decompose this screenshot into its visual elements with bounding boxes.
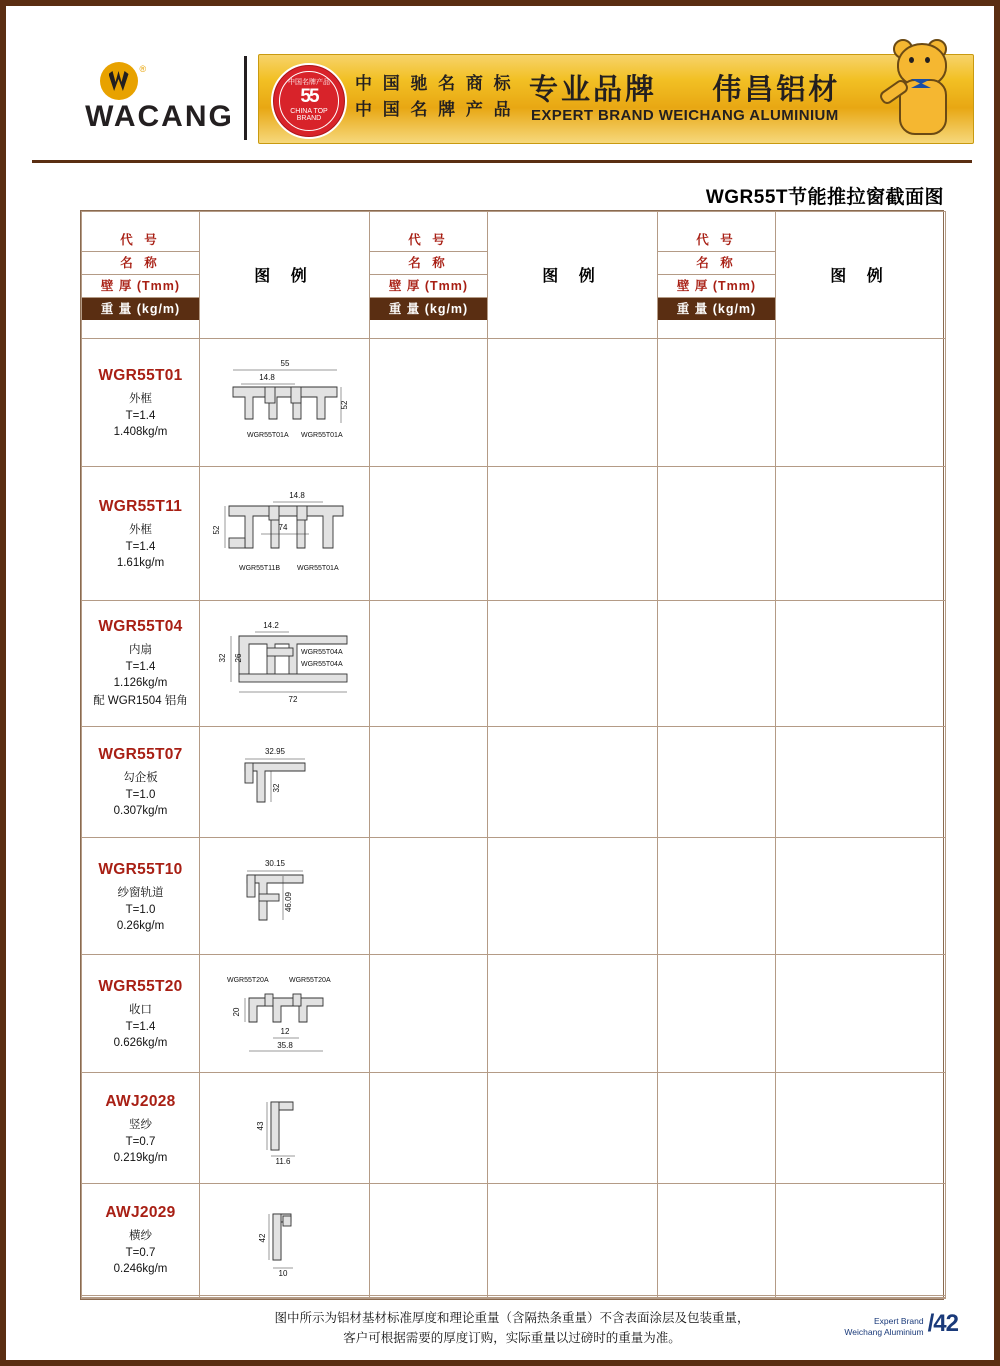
empty-cell: [200, 1297, 370, 1298]
empty-cell: [488, 1184, 658, 1296]
profile-name: 外框: [129, 393, 152, 406]
profile-drawing: [205, 854, 365, 938]
page-inner: [12, 12, 988, 1354]
footnote-line-2: 客户可根据需要的厚度订购，实际重量以过磅时的重量为准。: [343, 1331, 681, 1345]
empty-cell: [488, 726, 658, 838]
profile-drawing: [205, 742, 365, 822]
header-code-label-1: 代 号: [82, 229, 199, 252]
cert-mark-line-2: 中 国 名 牌 产 品: [355, 100, 514, 119]
dim-label: 30.15: [264, 859, 285, 869]
profile-weight: 0.626kg/m: [113, 1037, 168, 1050]
empty-cell: [370, 955, 488, 1072]
empty-cell: [776, 838, 946, 955]
dim-label: 14.2: [262, 621, 279, 631]
empty-cell: [658, 955, 776, 1072]
header-divider: [244, 56, 247, 140]
dim-label: 52: [339, 400, 349, 409]
profile-weight: 1.408kg/m: [113, 426, 168, 439]
empty-cell: [488, 1297, 658, 1298]
header-figure-cell-3: 图 例: [776, 212, 946, 339]
header-thickness-label-2: 壁 厚 (Tmm): [370, 275, 487, 298]
cert-mark-line-1: 中 国 驰 名 商 标: [355, 74, 514, 93]
profile-figure-cell: [200, 1184, 370, 1296]
tiger-mascot-icon: [875, 37, 967, 141]
dim-label: 12: [280, 1026, 289, 1036]
logo-circle-icon: [100, 62, 138, 100]
profile-info-cell: [82, 600, 200, 726]
part-label: WGR55T20A: [226, 976, 269, 984]
dim-label: 32: [271, 783, 281, 793]
seal-center-text: 55: [300, 85, 318, 107]
profile-code: WGR55T11: [98, 498, 183, 516]
footnote: [80, 1308, 944, 1348]
page-number: /42: [927, 1310, 958, 1337]
empty-cell: [370, 467, 488, 601]
profile-extra-note: 配 WGR1504 铝角: [93, 695, 188, 708]
profile-table: [80, 210, 944, 1300]
table-row: [82, 726, 946, 838]
profile-code: AWJ2028: [105, 1092, 176, 1110]
empty-cell: [658, 838, 776, 955]
table-row: [82, 338, 946, 466]
empty-cell: [776, 338, 946, 466]
empty-cell: [658, 338, 776, 466]
header-code-label-2: 代 号: [370, 229, 487, 252]
dim-label: 42: [257, 1233, 267, 1243]
profile-code: WGR55T04: [98, 618, 183, 636]
part-label: WGR55T01A: [296, 564, 339, 572]
header-code-cell-2: [370, 212, 488, 339]
dim-label: 43: [255, 1121, 265, 1131]
empty-cell: [658, 726, 776, 838]
profile-name: 外框: [129, 524, 152, 537]
empty-cell: [488, 955, 658, 1072]
header-name-label-2: 名 称: [370, 252, 487, 275]
empty-cell: [488, 838, 658, 955]
brand-english: EXPERT BRAND WEICHANG ALUMINIUM: [531, 107, 839, 124]
profile-name: 内扇: [129, 644, 152, 657]
profile-info-cell: [82, 338, 200, 466]
empty-cell: [776, 1184, 946, 1296]
table-row: [82, 1297, 946, 1298]
profile-thickness: T=1.0: [125, 903, 156, 916]
empty-cell: [370, 726, 488, 838]
header-figure-cell-2: 图 例: [488, 212, 658, 339]
empty-cell: [776, 467, 946, 601]
profile-name: 横纱: [129, 1230, 152, 1243]
profile-info-cell: [82, 467, 200, 601]
profile-thickness: T=1.4: [125, 410, 156, 423]
profile-code: WGR55T01: [98, 367, 183, 385]
profile-weight: 0.26kg/m: [116, 919, 165, 932]
profile-info-cell: [82, 726, 200, 838]
profile-info-cell: [82, 1184, 200, 1296]
header-weight-label-2: 重 量 (kg/m): [370, 298, 487, 320]
empty-cell: [370, 1072, 488, 1184]
empty-cell: [370, 1184, 488, 1296]
award-seal-icon: [271, 63, 347, 139]
profile-info-cell: [82, 838, 200, 955]
empty-cell: [776, 955, 946, 1072]
empty-cell: [370, 600, 488, 726]
header-thickness-label-3: 壁 厚 (Tmm): [658, 275, 775, 298]
empty-cell: [658, 1297, 776, 1298]
company-logo: [82, 62, 237, 134]
dim-label: 46.09: [283, 892, 293, 913]
profile-name: 纱窗轨道: [117, 886, 164, 899]
seal-top-text: 中国名牌产品: [288, 79, 330, 87]
dim-label: 20: [231, 1007, 241, 1017]
header-rule: [32, 160, 972, 163]
profile-weight: 0.307kg/m: [113, 805, 168, 818]
header-name-label-3: 名 称: [658, 252, 775, 275]
empty-cell: [370, 338, 488, 466]
empty-cell: [488, 600, 658, 726]
footer-en-line-2: Weichang Aluminium: [844, 1327, 924, 1337]
profile-weight: 1.126kg/m: [113, 677, 168, 690]
page-footer: [844, 1310, 958, 1338]
logo-wordmark: WACANG: [85, 100, 234, 133]
table-row: [82, 838, 946, 955]
part-label: WGR55T04A: [300, 661, 343, 669]
profile-drawing: [205, 618, 365, 708]
part-label: WGR55T01A: [246, 431, 289, 439]
part-label: WGR55T11B: [238, 564, 280, 572]
profile-weight: 1.61kg/m: [116, 557, 165, 570]
footer-en-line-1: Expert Brand: [874, 1316, 924, 1326]
profile-name: 收口: [129, 1004, 152, 1017]
dim-label: 32.95: [264, 746, 285, 756]
profile-info-cell: [82, 955, 200, 1072]
empty-cell: [488, 338, 658, 466]
profile-code: AWJ2029: [105, 1204, 176, 1222]
table-header-row: [82, 212, 946, 339]
page-title: WGR55T节能推拉窗截面图: [705, 187, 944, 208]
profile-thickness: T=1.0: [125, 789, 156, 802]
header-code-cell-1: [82, 212, 200, 339]
empty-cell: [658, 1184, 776, 1296]
profile-code: WGR55T20: [98, 978, 183, 996]
part-label: WGR55T04A: [300, 649, 343, 657]
profile-weight: 0.246kg/m: [113, 1263, 168, 1276]
empty-cell: [370, 838, 488, 955]
profile-weight: 0.219kg/m: [113, 1151, 168, 1164]
registered-mark: ®: [139, 64, 147, 74]
profile-thickness: T=1.4: [125, 661, 156, 674]
profile-thickness: T=1.4: [125, 1021, 156, 1034]
dim-label: 14.8: [258, 372, 275, 382]
header-thickness-label-1: 壁 厚 (Tmm): [82, 275, 199, 298]
part-label: WGR55T01A: [300, 431, 343, 439]
empty-cell: [658, 600, 776, 726]
dim-label: 32: [217, 653, 227, 663]
table-row: [82, 600, 946, 726]
profile-figure-cell: [200, 600, 370, 726]
profile-name: 勾企板: [123, 772, 158, 785]
dim-label: 10: [278, 1268, 287, 1278]
profile-thickness: T=1.4: [125, 541, 156, 554]
empty-cell: [776, 600, 946, 726]
empty-cell: [776, 1297, 946, 1298]
header-weight-label-1: 重 量 (kg/m): [82, 298, 199, 320]
dim-label: 14.8: [288, 490, 305, 500]
brand-chinese: [529, 67, 840, 108]
brand-cn-left: 专业品牌: [529, 74, 658, 106]
dim-label: 72: [288, 695, 297, 705]
header-figure-cell-1: 图 例: [200, 212, 370, 339]
profile-code: WGR55T10: [98, 860, 183, 878]
table-row: [82, 467, 946, 601]
profile-figure-cell: [200, 726, 370, 838]
brand-banner: [258, 54, 974, 144]
profile-drawing: [205, 1200, 365, 1280]
profile-code: WGR55T07: [98, 746, 183, 764]
brand-cn-right: 伟昌铝材: [712, 74, 841, 106]
dim-label: 52: [211, 525, 221, 535]
profile-drawing: [205, 972, 365, 1056]
logo-mark-icon: [100, 62, 220, 98]
empty-cell: [488, 1072, 658, 1184]
dim-label: 26: [233, 653, 243, 663]
profile-thickness: T=0.7: [125, 1247, 156, 1260]
empty-cell: [658, 1072, 776, 1184]
empty-cell: [488, 467, 658, 601]
profile-figure-cell: [200, 338, 370, 466]
part-label: WGR55T20A: [288, 976, 331, 984]
empty-cell: [82, 1297, 200, 1298]
empty-cell: [776, 1072, 946, 1184]
page-header: [32, 34, 972, 152]
profile-figure-cell: [200, 955, 370, 1072]
profile-drawing: [205, 357, 365, 449]
profile-thickness: T=0.7: [125, 1135, 156, 1148]
header-code-cell-3: [658, 212, 776, 339]
header-code-label-3: 代 号: [658, 229, 775, 252]
empty-cell: [658, 467, 776, 601]
dim-label: 11.6: [275, 1157, 290, 1167]
footnote-line-1: 图中所示为铝材基材标准厚度和理论重量（含隔热条重量）不含表面涂层及包装重量，: [274, 1311, 750, 1325]
seal-bottom-text: CHINA TOP BRAND: [290, 107, 328, 123]
header-weight-label-3: 重 量 (kg/m): [658, 298, 775, 320]
table-row: [82, 955, 946, 1072]
dim-label: 74: [278, 522, 287, 532]
profile-figure-cell: [200, 467, 370, 601]
profile-figure-cell: [200, 838, 370, 955]
table-row: [82, 1072, 946, 1184]
dim-label: 55: [280, 358, 289, 368]
profile-drawing: [205, 486, 365, 582]
profile-figure-cell: [200, 1072, 370, 1184]
certification-marks: [355, 71, 514, 123]
profile-name: 竖纱: [129, 1118, 152, 1131]
dim-label: 35.8: [276, 1040, 293, 1050]
table-row: [82, 1184, 946, 1296]
empty-cell: [370, 1297, 488, 1298]
empty-cell: [776, 726, 946, 838]
profile-info-cell: [82, 1072, 200, 1184]
profile-drawing: [205, 1088, 365, 1168]
header-name-label-1: 名 称: [82, 252, 199, 275]
